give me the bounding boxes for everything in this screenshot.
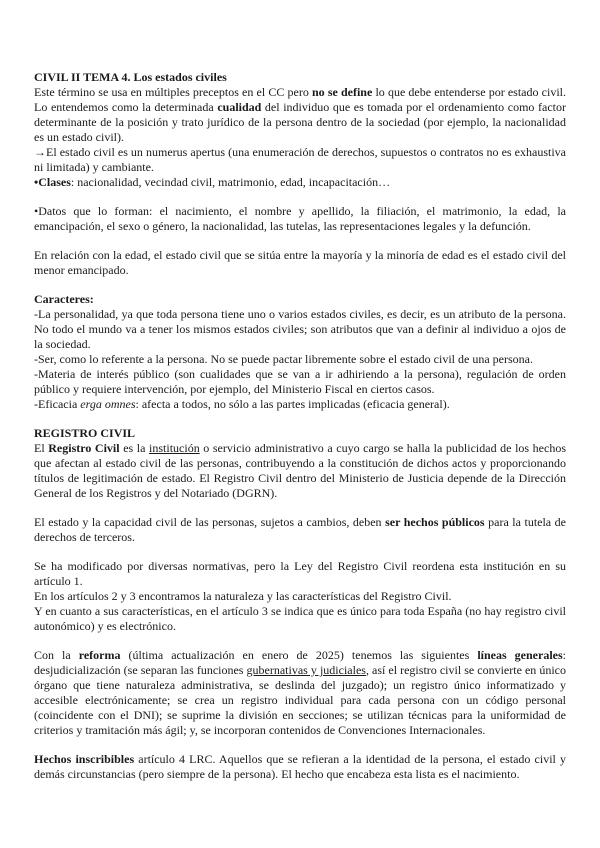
intro-bold-2: cualidad [217,100,262,114]
registro-heading: REGISTRO CIVIL [34,426,136,440]
hechos-bold: Hechos inscribibles [34,752,135,766]
intro-bold-1: no se define [311,85,373,99]
caracter-item: -Ser, como lo referente a la persona. No se puede pactar libremente sobre el estado civil de una persona. [34,352,533,366]
registro-text: El estado y la capacidad civil de las personas, sujetos a cambios, deben [34,515,386,529]
document-title: CIVIL II TEMA 4. Los estados civiles [34,70,227,84]
reforma-text: Con la [34,648,79,662]
reforma-text: : desjudicialización (se separan las funciones [34,648,567,677]
registro-paragraph-4: En los artículos 2 y 3 encontramos la naturaleza y las características del Registro Civil. [34,589,452,603]
caracter-text: : afecta a todos, no sólo a las partes implicadas (eficacia general). [135,397,450,411]
datos-paragraph: •Datos que lo forman: el nacimiento, el nombre y apellido, la filiación, el matrimonio, la edad, la emancipación, el sexo o género, la nacionalidad, las tutelas, las representaciones legales y la defunción. [34,204,566,233]
reforma-underlined: gubernativas y judiciales [246,663,366,677]
caracter-text: -Eficacia [34,397,81,411]
registro-bold: ser hechos públicos [385,515,485,529]
intro-text-3: del individuo que es tomada por el ordenamiento como factor determinante de la posición y trato jurídico de la persona dentro de la sociedad (por ejemplo, la nacionalidad es un estado civil). [34,100,566,144]
registro-text: El [34,441,49,455]
intro-text-1: Este término se usa en múltiples preceptos en el CC pero [34,85,312,99]
registro-bold: Registro Civil [48,441,120,455]
registro-text: o servicio administrativo a cuyo cargo se halla la publicidad de los hechos que afectan al estado civil de las personas, contribuyendo a la constitución de dichos actos y proporcionando títulos de legitimación de estado. El Registro Civil dentro del Ministerio de Justicia depende de la Dirección General de los Registros y del Notariado (DGRN). [34,441,566,500]
intro-text-2: lo que debe entenderse por estado civil. Lo entendemos como la determinada [34,85,566,114]
clases-paragraph [34,175,566,190]
caracteres-heading: Caracteres: [34,292,94,306]
caracter-item: -Materia de interés público (son cualidades que se van a ir adhiriendo a la persona), regulación de orden público y requiere intervención, por ejemplo, del Ministerio Fiscal en ciertos casos. [34,367,566,396]
clases-label: •Clases [34,175,71,189]
registro-paragraph-1 [34,441,566,501]
caracter-item [34,397,566,412]
clases-text: : nacionalidad, vecindad civil, matrimonio, edad, incapacitación… [70,175,391,189]
registro-paragraph-3: Se ha modificado por diversas normativas, pero la Ley del Registro Civil reordena esta institución en su artículo 1. [34,559,566,588]
registro-paragraph-5: Y en cuanto a sus características, en el artículo 3 se indica que es único para toda España (no hay registro civil autonómico) y es electrónico. [34,604,566,633]
reforma-text: , así el registro civil se convierte en único órgano que tiene naturaleza administrativa, se deslinda del juzgado); un registro único informatizado y accesible electrónicamente; se crea un registro individual para cada persona con un código personal (coincidente con el DNI); se suprime la división en secciones; se utilizan técnicas para la uniformidad de criterios y tramitación más ágil; y, se incorporan contenidos de Convenciones Internacionales. [34,663,567,737]
caracter-item: -La personalidad, ya que toda persona tiene uno o varios estados civiles, es decir, es un atributo de la persona. No todo el mundo va a tener los mismos estados civiles; son atributos que van a definir al individuo a ojos de la sociedad. [34,307,566,351]
registro-text: para la tutela de derechos de terceros. [34,515,566,544]
caracter-italic: erga omnes [80,397,136,411]
intro-paragraph [34,85,566,145]
numerus-paragraph: →El estado civil es un numerus apertus (una enumeración de derechos, supuestos o contratos no es exhaustiva ni limitada) y cambiante. [34,145,566,174]
reforma-bold: líneas generales [477,648,563,662]
reforma-bold: reforma [78,648,121,662]
edad-paragraph: En relación con la edad, el estado civil que se sitúa entre la mayoría y la minoría de edad es el estado civil del menor emancipado. [34,248,566,277]
registro-paragraph-2 [34,515,566,545]
registro-text: es la [119,441,150,455]
hechos-text: artículo 4 LRC. Aquellos que se refieran a la identidad de la persona, el estado civil y demás circunstancias (pero siempre de la persona). El hecho que encabeza esta lista es el nacimiento. [34,752,566,781]
registro-underlined: institución [149,441,200,455]
hechos-paragraph [34,752,566,782]
reforma-paragraph [34,648,566,738]
document-page [34,70,566,782]
reforma-text: (última actualización en enero de 2025) tenemos las siguientes [120,648,478,662]
